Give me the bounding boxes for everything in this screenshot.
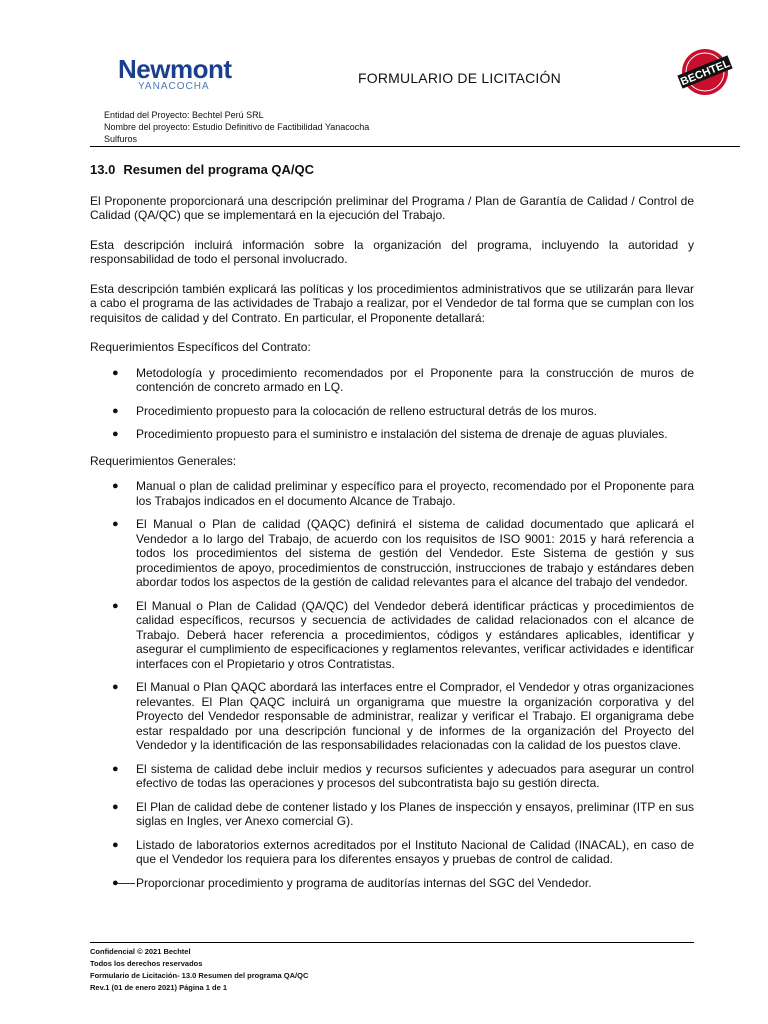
list-item-text: El Manual o Plan de Calidad (QA/QC) del Vendedor deberá identificar prácticas y procedimientos de calidad específicos, recursos y secuencia de actividades de calidad relacionados con el alcance de Trabajo. Deberá hacer referencia a procedimientos, códigos y estándares aplicables, identificar y asegurar el cumplimiento de especificaciones y reglamentos relevantes, verificar actividades e identificar interfaces con el Propietario y otros Contratistas. (136, 598, 694, 671)
project-name: Nombre del proyecto: Estudio Definitivo de Factibilidad Yanacocha (104, 122, 370, 132)
list-item-text: El Manual o Plan de calidad (QAQC) definirá el sistema de calidad documentado que aplicará el Vendedor a lo largo del Trabajo, de acuerdo con los requisitos de ISO 9001: 2015 y hará referencia a todos los procedimientos del sistema de gestión del Vendedor. Este Sistema de gestión y sus procedimientos de apoyo, procedimientos de construcción, instrucciones de trabajo y estándares deben abordar todos los aspectos de la gestión de calidad relevantes para el alcance del trabajo del vendedor. (136, 517, 694, 589)
newmont-logo-subtext: YANACOCHA (138, 81, 210, 92)
document-header (90, 48, 732, 104)
bullet-icon: ● (112, 518, 119, 530)
document-footer (90, 946, 694, 994)
project-entity: Entidad del Proyecto: Bechtel Perú SRL (104, 110, 264, 120)
paragraph: Esta descripción incluirá información sobre la organización del programa, incluyendo la autoridad y responsabilidad de todo el personal involucrado. (90, 237, 694, 266)
bullet-icon: ● (112, 599, 119, 612)
footer-divider (90, 942, 694, 943)
footer-revision: Rev.1 (01 de enero 2021) Página 1 de 1 (90, 983, 228, 992)
footer-form-name: Formulario de Licitación- 13.0 Resumen del programa QA/QC (90, 971, 309, 980)
list-item-text: El sistema de calidad debe incluir medios y recursos suficientes y adecuados para asegurar un control efectivo de todas las operaciones y procesos del subcontratista bajo su gestión directa. (136, 761, 694, 790)
paragraph: Esta descripción también explicará las políticas y los procedimientos administrativos que se utilizarán para llevar a cabo el programa de las actividades de Trabajo a realizar, por el Vendedor de tal forma que se cumplan con los requisitos de calidad y del Contrato. En particular, el Proponente detallará: (90, 281, 694, 325)
list-item (90, 762, 694, 791)
list-item-text: Manual o plan de calidad preliminar y específico para el proyecto, recomendado por el Proponente para los Trabajos indicados en el documento Alcance de Trabajo. (136, 479, 694, 508)
document-body (90, 163, 694, 902)
list-item-text: Procedimiento propuesto para el suministro e instalación del sistema de drenaje de aguas pluviales. (136, 427, 668, 441)
section-heading (90, 163, 694, 178)
header-divider (90, 146, 740, 147)
paragraph: El Proponente proporcionará una descripción preliminar del Programa / Plan de Garantía de Calidad / Control de Calidad (QA/QC) que se implementará en la ejecución del Trabajo. (90, 193, 694, 222)
list-item-text: Metodología y procedimiento recomendados por el Proponente para la construcción de muros de contención de concreto armado en LQ. (136, 365, 694, 394)
list-item (90, 404, 694, 419)
list-item (90, 479, 694, 508)
bullet-icon: ● (112, 681, 119, 693)
bullet-icon: ● (112, 480, 119, 492)
bechtel-logo-text: BECHTEL (679, 57, 732, 89)
list-item (90, 366, 694, 395)
bechtel-logo (674, 45, 736, 97)
project-name-cont: Sulfuros (104, 134, 138, 144)
section-title: Resumen del programa QA/QC (123, 162, 315, 177)
list-item-text: Procedimiento propuesto para la colocación de relleno estructural detrás de los muros. (136, 403, 597, 418)
list-item (90, 427, 694, 442)
list-item (90, 517, 694, 590)
list-item-text: El Plan de calidad debe de contener listado y los Planes de inspección y ensayos, preliminar (ITP en sus siglas en Ingles, ver Anexo comercial G). (136, 799, 694, 828)
bullet-icon: ● (112, 876, 119, 889)
bullet-icon: ● (112, 366, 119, 379)
tab-leader (117, 883, 135, 884)
list-item-text: Listado de laboratorios externos acreditados por el Instituto Nacional de Calidad (INACAL), en caso de que el Vendedor los requiera para los diferentes ensayos y pruebas de control de calidad. (136, 837, 694, 866)
bullet-icon: ● (112, 404, 119, 417)
specific-requirements-list (90, 366, 694, 442)
footer-copyright: Confidencial © 2021 Bechtel (90, 947, 191, 956)
bullet-icon: ● (112, 838, 119, 851)
list-item-text: El Manual o Plan QAQC abordará las interfaces entre el Comprador, el Vendedor y otras organizaciones relevantes. El Plan QAQC incluirá un organigrama que muestre la organización corporativa y del Proyecto del Vendedor responsable de administrar, realizar y verificar el Trabajo. El organigrama debe estar respaldado por una descripción funcional y de informes de la organización del Proyecto del Vendedor y la identificación de las responsabilidades relacionadas con la calidad de los puestos clave. (136, 680, 694, 752)
list-item-text: Proporcionar procedimiento y programa de auditorías internas del SGC del Vendedor. (136, 875, 592, 890)
general-requirements-list (90, 479, 694, 890)
newmont-logo-text: Newmont (118, 54, 232, 84)
general-requirements-label: Requerimientos Generales: (90, 453, 237, 468)
newmont-logo (118, 56, 232, 92)
list-item (90, 599, 694, 672)
list-item (90, 838, 694, 867)
project-info (104, 109, 718, 145)
section-number: 13.0 (90, 162, 116, 177)
footer-rights: Todos los derechos reservados (90, 959, 203, 968)
bullet-icon: ● (112, 428, 119, 440)
list-item (90, 876, 694, 891)
list-item (90, 680, 694, 753)
bullet-icon: ● (112, 800, 119, 813)
form-title: FORMULARIO DE LICITACIÓN (358, 70, 561, 86)
bullet-icon: ● (112, 762, 119, 775)
list-item (90, 800, 694, 829)
specific-requirements-label: Requerimientos Específicos del Contrato: (90, 340, 311, 354)
